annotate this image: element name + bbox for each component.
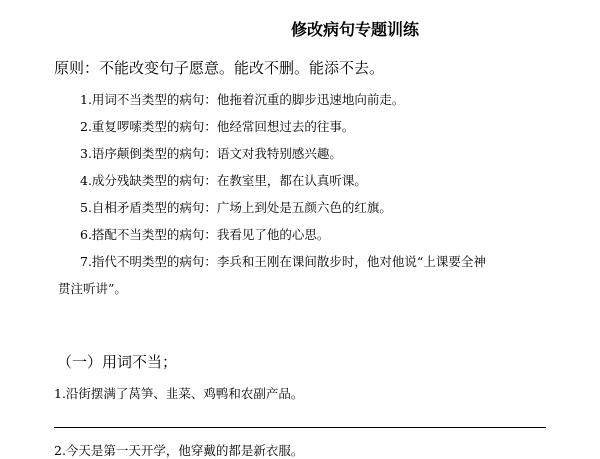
- rule-item-7-continuation: 贯注听讲”。: [58, 281, 127, 296]
- page-title: 修改病句专题训练: [290, 20, 419, 39]
- exercise-item-1: 1.沿街摆满了莴笋、韭菜、鸡鸭和农副产品。: [54, 386, 304, 401]
- rule-item-1: 1.用词不当类型的病句：他拖着沉重的脚步迅速地向前走。: [80, 92, 405, 107]
- rule-item-3: 3.语序颠倒类型的病句：语文对我特别感兴趣。: [80, 146, 342, 161]
- rule-item-4: 4.成分残缺类型的病句：在教室里，都在认真听课。: [80, 173, 367, 188]
- exercise-item-2: 2.今天是第一天开学，他穿戴的都是新衣服。: [54, 443, 304, 458]
- rule-item-6: 6.搭配不当类型的病句：我看见了他的心思。: [80, 227, 330, 242]
- rule-item-2: 2.重复啰嗦类型的病句：他经常回想过去的往事。: [80, 119, 355, 134]
- principle-text: 原则：不能改变句子愿意。能改不删。能添不去。: [54, 59, 385, 77]
- rule-item-5: 5.自相矛盾类型的病句：广场上到处是五颜六色的红旗。: [80, 200, 392, 215]
- divider: [54, 427, 546, 428]
- rule-item-7: 7.指代不明类型的病句：李兵和王刚在课间散步时，他对他说“上课要全神: [80, 254, 486, 269]
- section-heading: （一）用词不当；: [57, 353, 178, 371]
